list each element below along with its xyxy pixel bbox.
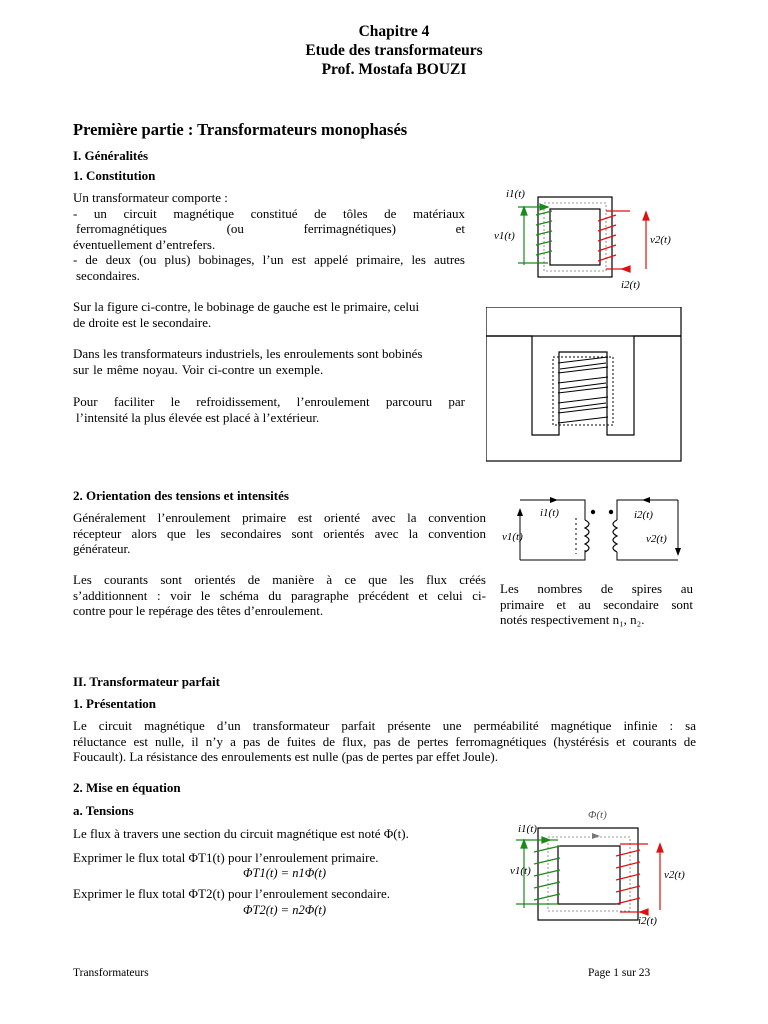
section-generalites: I. Généralités	[73, 148, 149, 163]
spires-paragraph	[500, 581, 693, 628]
flux-section-text: Le flux à travers une section du circuit magnétique est noté Φ(t).	[73, 826, 409, 841]
footer-left: Transformateurs	[73, 967, 149, 979]
label-i1: i1(t)	[540, 507, 559, 519]
text-line: Le circuit magnétique d’un transformateur parfait présente une perméabilité magnétique infinie : sa	[73, 718, 696, 733]
chapter-number: Chapitre 4	[358, 23, 430, 40]
text-line: Pour faciliter le refroidissement, l’enroulement parcouru par	[73, 394, 465, 409]
text-line: récepteur alors que les secondaires sont orientés avec la convention	[73, 525, 486, 541]
expr-primary: Exprimer le flux total ΦT1(t) pour l’enroulement primaire.	[73, 850, 379, 865]
text-line: notés respectivement n₁, n₂.	[500, 612, 645, 627]
sub-tensions: a. Tensions	[73, 803, 134, 818]
orientation-paragraph	[73, 510, 486, 557]
figure-frame	[486, 307, 681, 461]
text-line: primaire et au secondaire sont	[500, 596, 693, 612]
label-i2: i2(t)	[634, 509, 653, 521]
text-line: éventuellement d’entrefers.	[73, 236, 216, 252]
text-line: de droite est le secondaire.	[73, 314, 212, 330]
text-line: Foucault). La résistance des enroulements est nulle (pas de pertes par effet Joule).	[73, 749, 498, 764]
label-v2: v2(t)	[664, 869, 685, 881]
flux-path	[548, 837, 630, 911]
text-line: sur le même noyau. Voir ci-contre un exemple.	[73, 361, 324, 377]
core-inner	[550, 209, 600, 265]
flux-paragraph	[73, 572, 486, 619]
text-line: - un circuit magnétique constitué de tôles de matériaux	[73, 205, 465, 221]
figure-orientation-circuit	[500, 492, 690, 572]
text-line: s’additionnent : voir le schéma du paragraphe précédent et celui ci-	[73, 587, 486, 603]
text-line: générateur.	[73, 541, 131, 556]
document-header	[0, 22, 768, 79]
text-line: secondaires.	[76, 267, 140, 283]
text-line: - de deux (ou plus) bobinages, l’un est appelé primaire, les autres	[73, 252, 465, 267]
part1-title: Première partie : Transformateurs monophasés	[73, 120, 408, 139]
label-phi: Φ(t)	[588, 809, 607, 821]
flux-path	[544, 203, 606, 271]
label-v2: v2(t)	[650, 234, 671, 246]
label-i1: i1(t)	[506, 188, 525, 200]
figure-industrial-core	[486, 307, 682, 463]
text-line: réluctance est nulle, il n’y a pas de fuites de flux, pas de pertes ferromagnétiques (hystérésis et courants de	[73, 733, 696, 749]
author: Prof. Mostafa BOUZI	[321, 61, 467, 78]
sub-constitution: 1. Constitution	[73, 168, 156, 183]
primary-coil	[585, 520, 589, 552]
core-outer	[538, 828, 638, 920]
formula-primary: ΦT1(t) = n1Φ(t)	[243, 866, 327, 880]
text-line: Dans les transformateurs industriels, les enroulements sont bobinés	[73, 346, 423, 361]
chapter-title: Etude des transformateurs	[305, 42, 483, 59]
label-i2: i2(t)	[638, 915, 657, 927]
presentation-paragraph	[73, 718, 696, 765]
text-line: Les nombres de spires au	[500, 581, 693, 596]
expr-secondary: Exprimer le flux total ΦT2(t) pour l’enroulement secondaire.	[73, 886, 391, 901]
figure-description	[73, 299, 473, 330]
label-i2: i2(t)	[621, 279, 640, 291]
text-line: ferromagnétiques (ou ferrimagnétiques) et	[76, 221, 465, 236]
nested-windings	[553, 357, 613, 425]
secondary-coil	[613, 520, 617, 552]
label-v1: v1(t)	[502, 531, 523, 543]
primary-winding	[518, 204, 552, 265]
label-i1: i1(t)	[518, 823, 537, 835]
formula-secondary: ΦT2(t) = n2Φ(t)	[243, 903, 327, 917]
text-line: Les courants sont orientés de manière à ce que les flux créés	[73, 572, 486, 587]
text-line: Généralement l’enroulement primaire est orienté avec la convention	[73, 510, 486, 525]
sub-mise-en-equation: 2. Mise en équation	[73, 780, 181, 795]
label-v2: v2(t)	[646, 533, 667, 545]
core-inner	[558, 846, 620, 904]
label-v1: v1(t)	[510, 865, 531, 877]
industrial-paragraph	[73, 346, 465, 377]
label-v1: v1(t)	[494, 230, 515, 242]
text-line: contre pour le repérage des têtes d’enroulement.	[73, 603, 324, 618]
cooling-paragraph	[73, 394, 465, 425]
text-line: Sur la figure ci-contre, le bobinage de gauche est le primaire, celui	[73, 299, 420, 314]
section-transformateur-parfait: II. Transformateur parfait	[73, 674, 220, 689]
constitution-paragraph	[73, 190, 465, 283]
sub-presentation: 1. Présentation	[73, 696, 157, 711]
text-line: Un transformateur comporte :	[73, 190, 228, 205]
figure-transformer-basic	[488, 185, 673, 295]
footer-page: Page 1 sur 23	[588, 967, 651, 979]
figure-perfect-transformer	[488, 804, 688, 928]
text-line: l’intensité la plus élevée est placé à l’extérieur.	[76, 409, 320, 425]
sub-orientation: 2. Orientation des tensions et intensités	[73, 488, 289, 503]
secondary-winding	[616, 844, 663, 915]
